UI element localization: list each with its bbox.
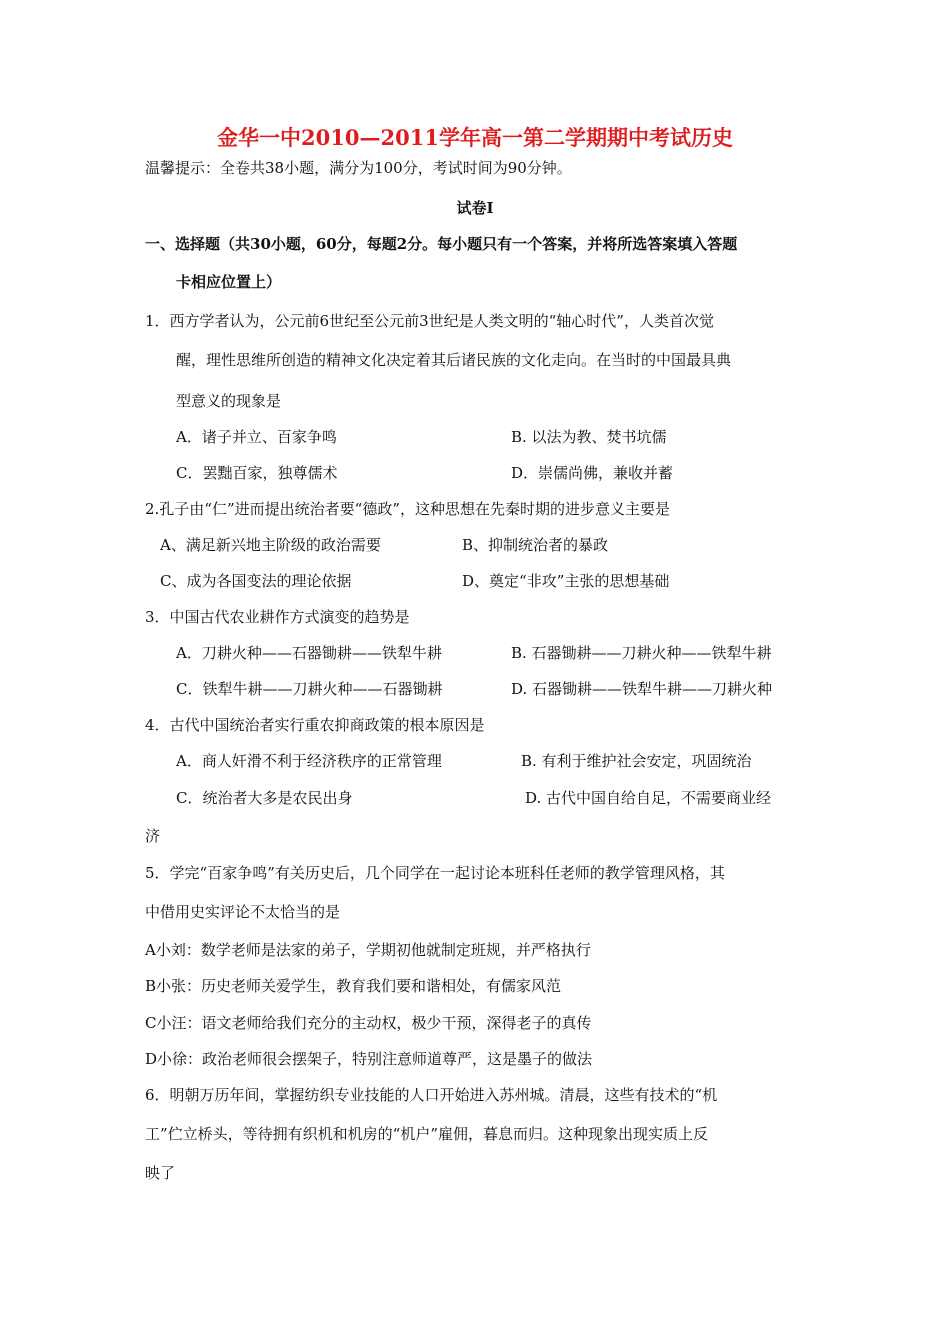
exam-title: 金华一中2010—2011学年高一第二学期期中考试历史 (217, 125, 733, 150)
answer-option-cont: 济 (145, 827, 161, 845)
answer-option: C．铁犁牛耕——刀耕火种——石器锄耕 (176, 680, 443, 698)
answer-option: D. 古代中国自给自足，不需要商业经 (525, 789, 772, 807)
answer-option: D小徐：政治老师很会摆架子，特别注意师道尊严，这是墨子的做法 (145, 1050, 593, 1068)
question-stem: 5．学完“百家争鸣”有关历史后，几个同学在一起讨论本班科任老师的教学管理风格，其 (145, 864, 725, 882)
question-stem: 型意义的现象是 (176, 392, 282, 410)
question-stem: 3．中国古代农业耕作方式演变的趋势是 (145, 608, 410, 626)
answer-option: A、满足新兴地主阶级的政治需要 (160, 536, 381, 554)
question-stem: 中借用史实评论不太恰当的是 (145, 903, 341, 921)
answer-option: C、成为各国变法的理论依据 (160, 572, 352, 590)
answer-option: D. 石器锄耕——铁犁牛耕——刀耕火种 (511, 680, 773, 698)
answer-option: A．诸子并立、百家争鸣 (176, 428, 337, 446)
answer-option: C小汪：语文老师给我们充分的主动权，极少干预，深得老子的真传 (145, 1014, 592, 1032)
section-heading: 一、选择题（共30小题，60分，每题2分。每小题只有一个答案，并将所选答案填入答题 (145, 235, 738, 253)
question-stem: 2.孔子由“仁”进而提出统治者要“德政”，这种思想在先秦时期的进步意义主要是 (145, 500, 670, 518)
answer-option: C．罢黜百家，独尊儒术 (176, 464, 338, 482)
answer-option: D．崇儒尚佛，兼收并蓄 (511, 464, 674, 482)
answer-option: B. 以法为教、焚书坑儒 (511, 428, 667, 446)
question-stem: 映了 (145, 1164, 176, 1182)
question-stem: 工”伫立桥头，等待拥有织机和机房的“机户”雇佣，暮息而归。这种现象出现实质上反 (145, 1125, 709, 1143)
question-stem: 4．古代中国统治者实行重农抑商政策的根本原因是 (145, 716, 485, 734)
exam-tip: 温馨提示：全卷共38小题，满分为100分，考试时间为90分钟。 (145, 159, 572, 177)
question-stem: 1．西方学者认为，公元前6世纪至公元前3世纪是人类文明的“轴心时代”，人类首次觉 (145, 312, 714, 330)
answer-option: B. 石器锄耕——刀耕火种——铁犁牛耕 (511, 644, 772, 662)
answer-option: C．统治者大多是农民出身 (176, 789, 353, 807)
answer-option: B、抑制统治者的暴政 (462, 536, 609, 554)
answer-option: A．刀耕火种——石器锄耕——铁犁牛耕 (176, 644, 442, 662)
answer-option: B. 有利于维护社会安定，巩固统治 (521, 752, 752, 770)
answer-option: D、奠定“非攻”主张的思想基础 (462, 572, 670, 590)
section-heading-cont: 卡相应位置上） (176, 273, 282, 291)
answer-option: A．商人奸滑不利于经济秩序的正常管理 (176, 752, 442, 770)
answer-option: B小张：历史老师关爱学生，教育我们要和谐相处，有儒家风范 (145, 977, 562, 995)
paper-label: 试卷I (456, 199, 494, 217)
answer-option: A小刘：数学老师是法家的弟子，学期初他就制定班规，并严格执行 (145, 941, 591, 959)
question-stem: 醒，理性思维所创造的精神文化决定着其后诸民族的文化走向。在当时的中国最具典 (176, 351, 732, 369)
question-stem: 6．明朝万历年间，掌握纺织专业技能的人口开始进入苏州城。清晨，这些有技术的“机 (145, 1086, 718, 1104)
